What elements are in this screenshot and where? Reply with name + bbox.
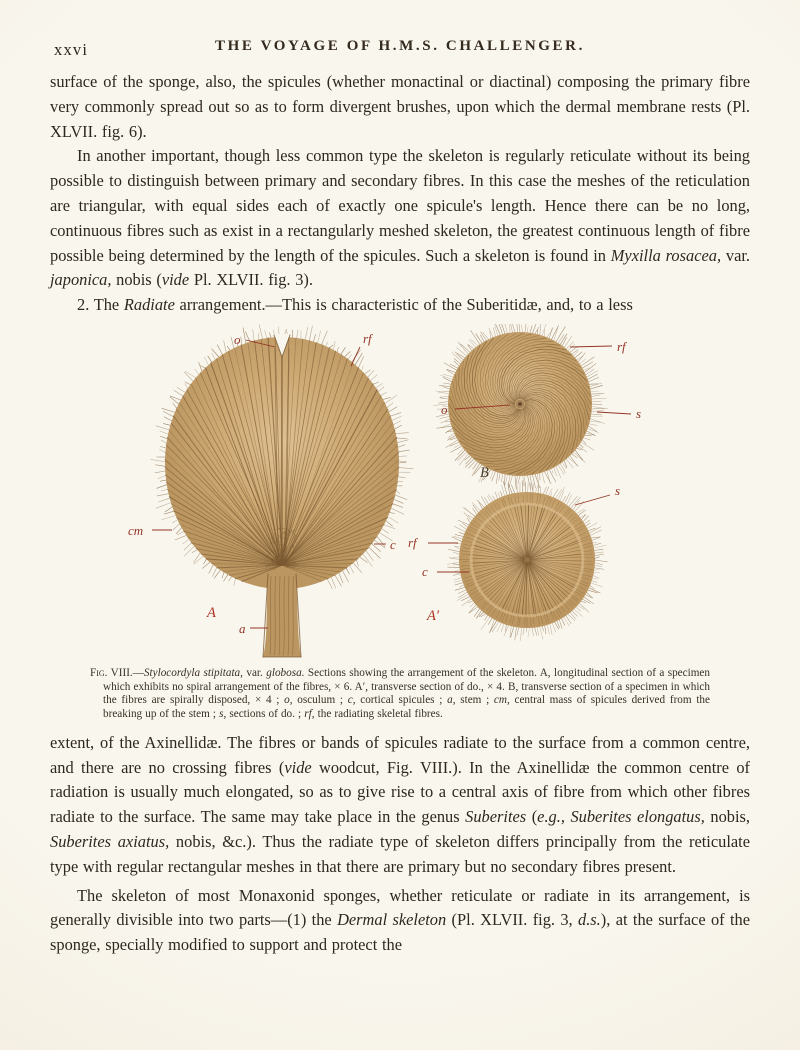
text-segment: In another important, though less common type the skeleton is regularly reticulate without its being possible to distinguish between primary and secondary fibres. In this case the meshes of the reticulation are triangular, with equal sides each of exactly one spicule's length. Hence there can be no long, continuous fibres such as exist in a rectangularly meshed skeleton, the greatest continuous length of fibre possible being determined by the length of the spicules. Such a skeleton is found in [50, 146, 750, 265]
text-segment: , the radiating skeletal fibres. [311, 708, 443, 721]
figure-label-s-a2: s [615, 482, 621, 498]
figure-image [70, 324, 730, 662]
text-segment: nobis, [704, 807, 750, 827]
paragraph [50, 70, 750, 144]
text-segment: var. [242, 666, 267, 679]
paragraph [50, 731, 750, 880]
text-segment: , osculum ; [289, 694, 348, 707]
text-segment: Fig. VIII. [90, 666, 133, 679]
text-segment: Pl. XLVII. fig. 3). [189, 270, 313, 290]
text-segment: 2. The [77, 295, 124, 315]
paragraph [50, 293, 750, 318]
text-segment: Suberites axiatus, [50, 831, 170, 851]
text-segment: The skeleton of most Monaxonid sponges, whether reticulate or radiate in its arrangement, is generally divisible into two parts—(1) the [50, 885, 750, 930]
text-segment: Sections showing the arrangement of the skeleton. A, longitudinal section of a specimen which exhibits no spiral arrangement of the fibres, × 6. A′, transverse section of do., × 4. B, transverse section of a specimen in which the fibres are spirally disposed, × 4 ; [103, 666, 710, 707]
figure-section-a-prime-transverse [448, 481, 608, 641]
page-number: xxvi [54, 40, 89, 59]
text-segment: vide [284, 757, 312, 777]
text-segment: var. [721, 245, 750, 265]
text-segment: s [219, 708, 224, 721]
figure-label-section-a: A [207, 604, 216, 621]
text-segment: nobis, &c.). Thus the radiate type of skeleton differs principally from the reticulate type with regular rectangular meshes in that there are primary but no secondary fibres present. [50, 831, 750, 876]
paragraph [50, 144, 750, 293]
text-segment: , cortical spicules ; [352, 694, 448, 707]
text-segment: ( [526, 807, 538, 827]
running-title: THE VOYAGE OF H.M.S. CHALLENGER. [215, 38, 585, 54]
text-segment: (Pl. XLVII. fig. 3, [446, 910, 579, 930]
text-segment: d.s. [578, 910, 601, 930]
figure-section-a-longitudinal [150, 325, 413, 657]
figure-label-rf-b: rf [617, 338, 626, 354]
figure-caption [90, 667, 710, 722]
figure-label-a-stem: a [239, 620, 246, 636]
text-segment: nobis ( [111, 270, 162, 290]
figure-label-c-a2: c [422, 563, 428, 579]
body-text-bottom [50, 731, 750, 958]
text-segment: o [284, 694, 290, 707]
text-segment: extent, of the Axinellidæ. The fibres or bands of spicules radiate to the surface from a common centre, and there are no crossing fibres ( [50, 732, 750, 777]
page-header [0, 0, 800, 59]
figure-label-s-b: s [636, 405, 642, 421]
text-segment: cm [493, 694, 507, 707]
text-segment: Suberites [465, 807, 527, 827]
figure-label-cm-a: cm [128, 522, 144, 538]
text-segment: c [347, 694, 353, 707]
text-segment: arrangement.—This is characteristic of the Suberitidæ, and, to a less [174, 295, 633, 315]
text-segment: Stylocordyla stipitata, [143, 666, 243, 679]
text-segment: e.g., Suberites elongatus, [537, 807, 705, 827]
body-text-top [50, 70, 750, 318]
text-segment: japonica, [50, 270, 112, 290]
text-segment: vide [161, 270, 190, 290]
leader-line [351, 347, 360, 366]
figure-section-b-spiral [434, 324, 608, 490]
text-segment: surface of the sponge, also, the spicules (whether monactinal or diactinal) composing the primary fibre very commonly spread out so as to form divergent brushes, upon which the dermal membrane rests (Pl. XLVII. fig. 6). [50, 72, 750, 141]
figure-label-o-b: o [441, 401, 448, 417]
text-segment: , stem ; [452, 694, 494, 707]
figure-label-c-a: c [390, 536, 396, 552]
figure-label-section-a2: A′ [427, 607, 440, 624]
figure-label-rf-a2: rf [408, 534, 417, 550]
text-segment: a [447, 694, 453, 707]
text-segment: woodcut, Fig. VIII.). In the Axinellidæ the common centre of radiation is usually much elongated, so as to give rise to a central axis of fibre from which other fibres radiate to the surface. The same may take place in the genus [50, 757, 750, 827]
text-segment: , central mass of spicules derived from the breaking up of the stem ; [103, 694, 710, 721]
text-segment: , sections of do. ; [223, 708, 305, 721]
text-segment: ), at the surface of the sponge, specially modified to support and protect the [50, 910, 750, 955]
paragraph [50, 884, 750, 958]
text-segment: Myxilla rosacea, [610, 245, 722, 265]
figure-label-osculum-a: o [234, 331, 241, 347]
text-segment: Dermal skeleton [337, 910, 447, 930]
figure-label-rf-a: rf [363, 330, 372, 346]
leader-line [570, 346, 612, 347]
leader-line [597, 412, 631, 414]
text-segment: rf [304, 708, 312, 721]
figure-label-section-b: B [480, 464, 489, 481]
text-segment: globosa. [266, 666, 305, 679]
leader-line [575, 495, 610, 505]
figure-plate [0, 324, 800, 722]
text-segment: — [132, 666, 144, 679]
text-segment: Radiate [123, 295, 175, 315]
